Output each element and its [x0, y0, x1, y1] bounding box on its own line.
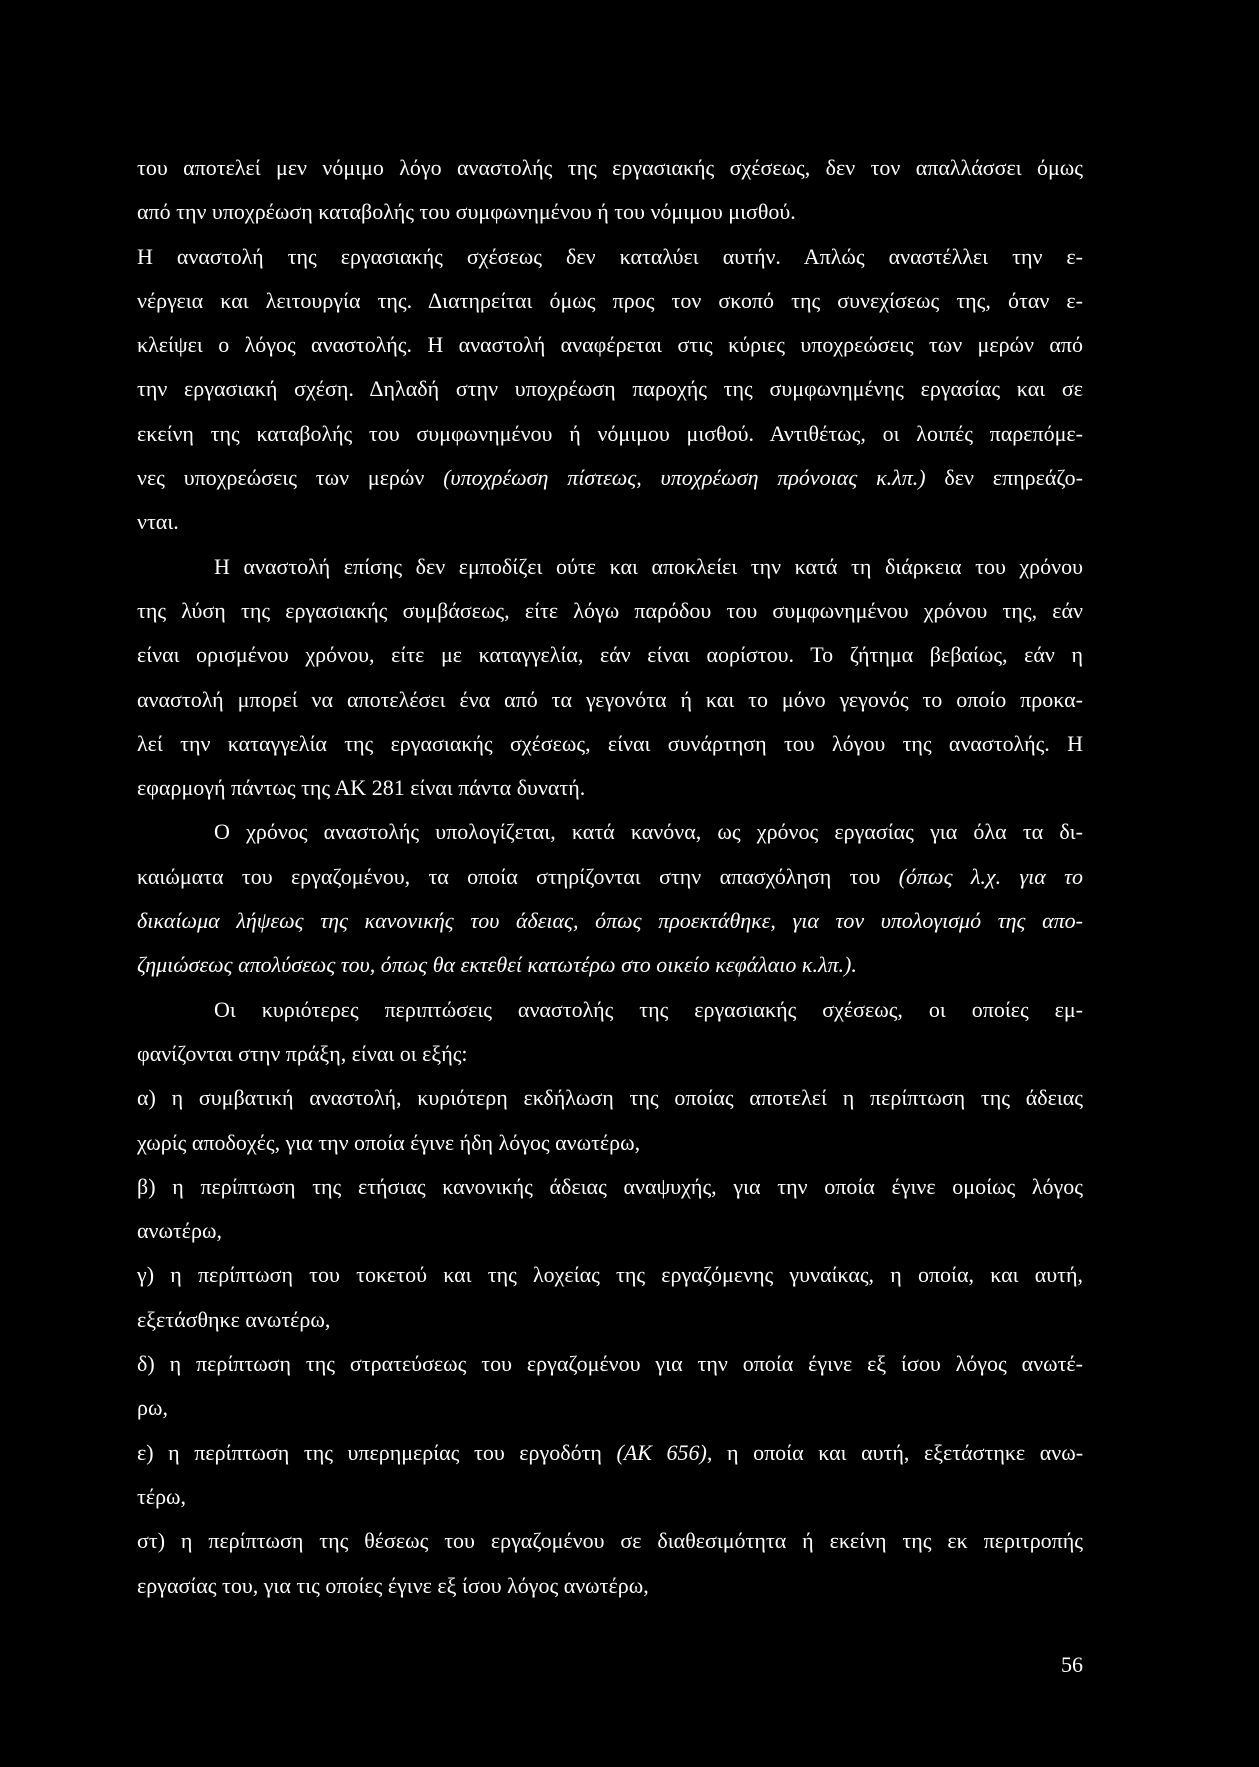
- text-segment: νέργεια και λειτουργία της. Διατηρείται όμως προς τον σκοπό της συνεχίσεως της, όταν ε-: [137, 287, 1083, 313]
- text-line: [137, 279, 1083, 323]
- text-line: [137, 988, 1083, 1032]
- text-line: [137, 766, 1083, 810]
- text-line: [137, 1032, 1083, 1076]
- text-line: [137, 545, 1083, 589]
- text-segment: Η αναστολή επίσης δεν εμποδίζει ούτε και αποκλείει την κατά τη διάρκεια του χρόνου: [214, 553, 1083, 579]
- italic-text-segment: (όπως λ.χ. για το: [898, 863, 1084, 889]
- italic-text-segment: (υποχρέωση πίστεως, υποχρέωση πρόνοιας κ.λπ.): [443, 465, 926, 491]
- text-segment: εφαρμογή πάντως της ΑΚ 281 είναι πάντα δυνατή.: [137, 775, 586, 801]
- text-segment: χωρίς αποδοχές, για την οποία έγινε ήδη λόγος ανωτέρω,: [137, 1129, 641, 1155]
- text-line: [137, 1253, 1083, 1297]
- text-segment: της λύση της εργασιακής συμβάσεως, είτε λόγω παρόδου του συμφωνημένου χρόνου της, εάν: [137, 597, 1083, 623]
- text-segment: στ) η περίπτωση της θέσεως του εργαζομένου σε διαθεσιμότητα ή εκείνη της εκ περιτροπής: [137, 1528, 1083, 1554]
- text-segment: καιώματα του εργαζομένου, τα οποία στηρίζονται στην απασχόληση του: [137, 863, 899, 889]
- text-line: [137, 190, 1083, 234]
- text-line: [137, 1121, 1083, 1165]
- text-line: [137, 899, 1083, 943]
- text-line: [137, 1564, 1083, 1608]
- text-segment: α) η συμβατική αναστολή, κυριότερη εκδήλωση της οποίας αποτελεί η περίπτωση της άδειας: [137, 1085, 1083, 1111]
- text-segment: Ο χρόνος αναστολής υπολογίζεται, κατά κανόνα, ως χρόνος εργασίας για όλα τα δι-: [214, 819, 1083, 845]
- text-segment: κλείψει ο λόγος αναστολής. Η αναστολή αναφέρεται στις κύριες υποχρεώσεις των μερών από: [137, 332, 1083, 358]
- text-segment: νες υποχρεώσεις των μερών: [137, 465, 444, 491]
- text-segment: δεν επηρεάζο-: [925, 465, 1084, 491]
- text-segment: δ) η περίπτωση της στρατεύσεως του εργαζομένου για την οποία έγινε εξ ίσου λόγος ανωτέ-: [137, 1351, 1083, 1377]
- text-line: [137, 367, 1083, 411]
- text-line: [137, 1165, 1083, 1209]
- text-segment: του αποτελεί μεν νόμιμο λόγο αναστολής της εργασιακής σχέσεως, δεν τον απαλλάσσει όμως: [137, 155, 1083, 180]
- text-line: [137, 943, 1083, 987]
- text-line: [137, 1209, 1083, 1253]
- text-segment: εκείνη της καταβολής του συμφωνημένου ή νόμιμου μισθού. Αντιθέτως, οι λοιπές παρεπόμε-: [137, 420, 1083, 446]
- text-line: [137, 146, 1083, 190]
- text-segment: γ) η περίπτωση του τοκετού και της λοχείας της εργαζόμενης γυναίκας, η οποία, και αυτή,: [137, 1262, 1083, 1288]
- text-line: [137, 855, 1083, 899]
- text-segment: ανωτέρω,: [137, 1218, 222, 1244]
- text-segment: Η αναστολή της εργασιακής σχέσεως δεν καταλύει αυτήν. Απλώς αναστέλλει την ε-: [137, 243, 1083, 269]
- text-line: [137, 678, 1083, 722]
- text-line: [137, 456, 1083, 500]
- text-segment: εξετάσθηκε ανωτέρω,: [137, 1306, 331, 1332]
- text-segment: Οι κυριότερες περιπτώσεις αναστολής της εργασιακής σχέσεως, οι οποίες εμ-: [214, 996, 1083, 1022]
- text-line: [137, 810, 1083, 854]
- italic-text-segment: δικαίωμα λήψεως της κανονικής του άδειας, όπως προεκτάθηκε, για τον υπολογισμό της απο-: [137, 908, 1083, 934]
- text-line: [137, 1298, 1083, 1342]
- text-segment: από την υποχρέωση καταβολής του συμφωνημένου ή του νόμιμου μισθού.: [137, 199, 796, 225]
- text-segment: ε) η περίπτωση της υπερημερίας του εργοδότη: [137, 1439, 617, 1465]
- body-text: [137, 146, 1083, 1608]
- text-segment: είναι ορισμένου χρόνου, είτε με καταγγελία, εάν είναι αορίστου. Το ζήτημα βεβαίως, εάν η: [137, 642, 1083, 668]
- text-line: [137, 1431, 1083, 1475]
- italic-text-segment: ζημιώσεως απολύσεως του, όπως θα εκτεθεί κατωτέρω στο οικείο κεφάλαιο κ.λπ.).: [137, 952, 857, 978]
- text-line: [137, 1342, 1083, 1386]
- text-segment: νται.: [137, 509, 179, 535]
- text-line: [137, 323, 1083, 367]
- text-line: [137, 1076, 1083, 1120]
- text-line: [137, 412, 1083, 456]
- page-number: 56: [1061, 1652, 1083, 1677]
- text-line: [137, 1386, 1083, 1430]
- text-line: [137, 500, 1083, 544]
- text-line: [137, 235, 1083, 279]
- text-segment: την εργασιακή σχέση. Δηλαδή στην υποχρέωση παροχής της συμφωνημένης εργασίας και σε: [137, 376, 1083, 402]
- text-line: [137, 1519, 1083, 1563]
- text-segment: ρω,: [137, 1395, 168, 1421]
- text-line: [137, 1475, 1083, 1519]
- text-segment: φανίζονται στην πράξη, είναι οι εξής:: [137, 1040, 468, 1066]
- text-line: [137, 589, 1083, 633]
- text-segment: αναστολή μπορεί να αποτελέσει ένα από τα γεγονότα ή και το μόνο γεγονός το οποίο προκα-: [137, 686, 1083, 712]
- text-segment: τέρω,: [137, 1483, 187, 1509]
- text-segment: η οποία και αυτή, εξετάστηκε ανω-: [712, 1439, 1084, 1465]
- text-segment: β) η περίπτωση της ετήσιας κανονικής άδειας αναψυχής, για την οποία έγινε ομοίως λόγος: [137, 1173, 1083, 1199]
- text-line: [137, 633, 1083, 677]
- text-segment: εργασίας του, για τις οποίες έγινε εξ ίσου λόγος ανωτέρω,: [137, 1572, 649, 1598]
- italic-text-segment: (ΑΚ 656),: [616, 1439, 713, 1465]
- text-segment: λεί την καταγγελία της εργασιακής σχέσεως, είναι συνάρτηση του λόγου της αναστολής. Η: [137, 730, 1083, 756]
- text-line: [137, 722, 1083, 766]
